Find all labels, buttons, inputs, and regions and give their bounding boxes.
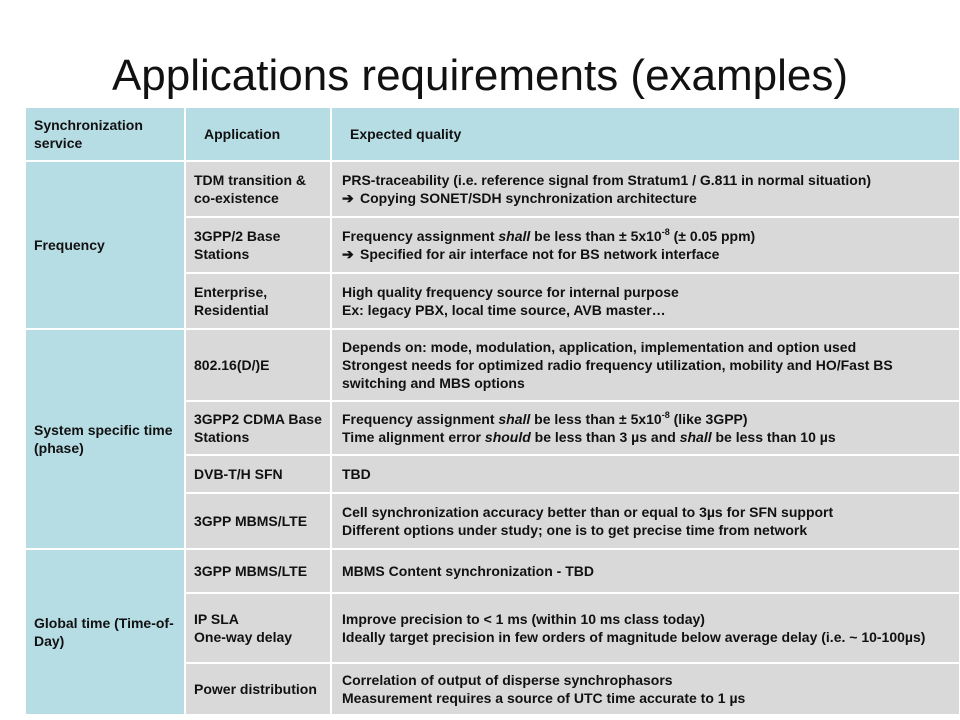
- slide-title: Applications requirements (examples): [111, 51, 849, 100]
- table-header-row: [25, 107, 960, 161]
- requirements-table: [24, 106, 960, 716]
- app-3gpp2-cdma: 3GPP2 CDMA Base Stations: [185, 401, 331, 455]
- quality-text: Copying SONET/SDH synchronization architecture: [360, 190, 697, 206]
- quality-line: [342, 189, 951, 207]
- header-expected-quality: Expected quality: [331, 107, 960, 161]
- quality-line: [342, 227, 951, 245]
- quality-text: Time alignment error: [342, 429, 485, 445]
- quality-emphasis: shall: [679, 429, 712, 445]
- quality-text: Frequency assignment: [342, 411, 499, 427]
- quality-line: Strongest needs for optimized radio frequency utilization, mobility and HO/Fast BS switching and MBS options: [342, 357, 893, 391]
- quality-line: [342, 428, 951, 446]
- quality-text: be less than ± 5x10: [530, 228, 662, 244]
- group-frequency: Frequency: [25, 161, 185, 329]
- quality-emphasis: shall: [498, 228, 531, 244]
- app-3gpp2-base-stations: 3GPP/2 Base Stations: [185, 217, 331, 273]
- quality-3gpp2-base: [331, 217, 960, 273]
- group-system-specific-time: System specific time (phase): [25, 329, 185, 549]
- quality-line: [342, 410, 951, 428]
- quality-line: Ex: legacy PBX, local time source, AVB master…: [342, 302, 666, 318]
- quality-superscript: -8: [661, 410, 670, 420]
- quality-line: Different options under study; one is to get precise time from network: [342, 522, 808, 538]
- quality-text: Specified for air interface not for BS network interface: [360, 246, 720, 262]
- app-ip-sla: [185, 593, 331, 663]
- app-enterprise-residential: Enterprise, Residential: [185, 273, 331, 329]
- quality-emphasis: shall: [498, 411, 531, 427]
- quality-3gpp-mbms-lte: [331, 493, 960, 549]
- app-3gpp-mbms-lte-content: 3GPP MBMS/LTE: [185, 549, 331, 593]
- arrow-right-icon: ➔: [342, 246, 354, 262]
- quality-text: Frequency assignment: [342, 228, 499, 244]
- quality-text: be less than 3 µs and: [530, 429, 680, 445]
- quality-superscript: -8: [661, 227, 670, 237]
- quality-line: Improve precision to < 1 ms (within 10 ms class today): [342, 611, 705, 627]
- app-802-16: 802.16(D/)E: [185, 329, 331, 401]
- quality-line: Depends on: mode, modulation, application, implementation and option used: [342, 339, 857, 355]
- app-tdm-transition: TDM transition & co-existence: [185, 161, 331, 217]
- quality-text: (like 3GPP): [669, 411, 748, 427]
- quality-line: High quality frequency source for internal purpose: [342, 284, 679, 300]
- quality-line: Correlation of output of disperse synchrophasors: [342, 672, 673, 688]
- group-global-time: Global time (Time-of-Day): [25, 549, 185, 715]
- table-row: [25, 161, 960, 217]
- quality-dvb-sfn: TBD: [331, 455, 960, 493]
- quality-power-distribution: [331, 663, 960, 715]
- quality-text: (± 0.05 ppm): [669, 228, 756, 244]
- quality-text: be less than 10 µs: [711, 429, 836, 445]
- quality-line: Cell synchronization accuracy better than or equal to 3µs for SFN support: [342, 504, 834, 520]
- table-row: [25, 329, 960, 401]
- quality-3gpp2-cdma: [331, 401, 960, 455]
- app-line: One-way delay: [194, 629, 293, 645]
- header-application: Application: [185, 107, 331, 161]
- app-dvb-sfn: DVB-T/H SFN: [185, 455, 331, 493]
- app-power-distribution: Power distribution: [185, 663, 331, 715]
- app-3gpp-mbms-lte: 3GPP MBMS/LTE: [185, 493, 331, 549]
- app-line: IP SLA: [194, 611, 239, 627]
- quality-enterprise: [331, 273, 960, 329]
- quality-ip-sla: [331, 593, 960, 663]
- quality-tdm: [331, 161, 960, 217]
- quality-text: be less than ± 5x10: [530, 411, 662, 427]
- quality-line: Measurement requires a source of UTC time accurate to 1 µs: [342, 690, 746, 706]
- quality-line: PRS-traceability (i.e. reference signal from Stratum1 / G.811 in normal situation): [342, 172, 872, 188]
- arrow-right-icon: ➔: [342, 190, 354, 206]
- table-row: [25, 549, 960, 593]
- quality-emphasis: should: [484, 429, 531, 445]
- header-synchronization-service: Synchronization service: [25, 107, 185, 161]
- quality-line: Ideally target precision in few orders of magnitude below average delay (i.e. ~ 10-100µs): [342, 629, 926, 645]
- quality-line: [342, 245, 951, 263]
- quality-802-16: [331, 329, 960, 401]
- quality-mbms-content: MBMS Content synchronization - TBD: [331, 549, 960, 593]
